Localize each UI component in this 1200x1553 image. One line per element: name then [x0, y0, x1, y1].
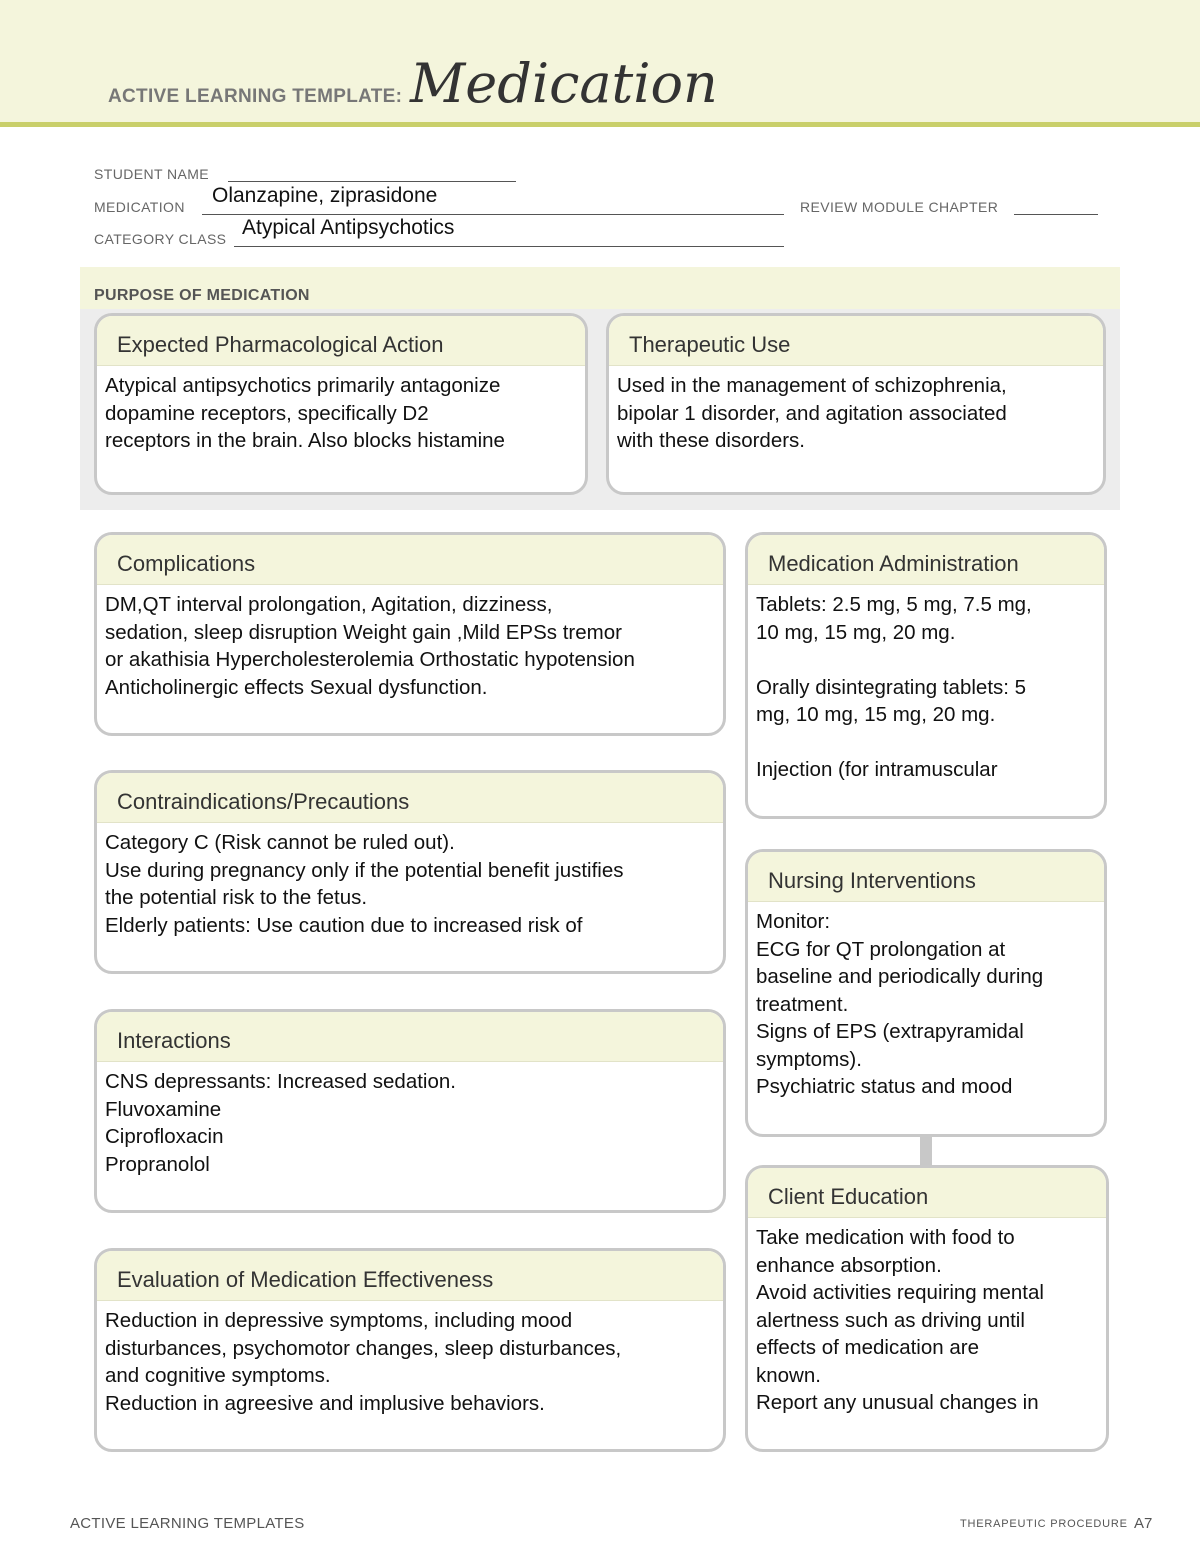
expected-action-text[interactable]: Atypical antipsychotics primarily antagonize dopamine receptors, specifically D2 receptors in the brain. Also blocks histamine [105, 374, 505, 452]
page-number: A7 [1134, 1515, 1153, 1532]
complications-title: Complications [97, 535, 723, 585]
therapeutic-use-box [606, 313, 1106, 495]
medication-line[interactable] [202, 214, 784, 215]
therapeutic-use-text[interactable]: Used in the management of schizophrenia, bipolar 1 disorder, and agitation associated with these disorders. [617, 374, 1007, 452]
header-divider [0, 122, 1200, 127]
connector-bar [920, 1135, 932, 1167]
client-education-box [745, 1165, 1109, 1452]
medication-value[interactable]: Olanzapine, ziprasidone [212, 184, 438, 207]
interactions-title: Interactions [97, 1012, 723, 1062]
administration-title: Medication Administration [748, 535, 1104, 585]
category-class-label: CATEGORY CLASS [94, 231, 227, 247]
review-module-label: REVIEW MODULE CHAPTER [800, 199, 999, 215]
expected-action-title: Expected Pharmacological Action [97, 316, 585, 366]
complications-box [94, 532, 726, 736]
nursing-interventions-box [745, 849, 1107, 1137]
interactions-text[interactable]: CNS depressants: Increased sedation. Fluvoxamine Ciprofloxacin Propranolol [105, 1070, 456, 1176]
student-name-label: STUDENT NAME [94, 166, 209, 182]
purpose-title: PURPOSE OF MEDICATION [94, 287, 310, 304]
contraindications-text[interactable]: Category C (Risk cannot be ruled out). Use during pregnancy only if the potential benefit justifies the potential risk to the fetus. Elderly patients: Use caution due to increased risk of [105, 831, 624, 937]
nursing-interventions-title: Nursing Interventions [748, 852, 1104, 902]
template-label: ACTIVE LEARNING TEMPLATE: [108, 86, 403, 107]
evaluation-text[interactable]: Reduction in depressive symptoms, including mood disturbances, psychomotor changes, sleep disturbances, and cognitive symptoms. Reduction in agreesive and implusive behaviors. [105, 1309, 622, 1415]
evaluation-box [94, 1248, 726, 1452]
student-name-line[interactable] [228, 181, 516, 182]
interactions-box [94, 1009, 726, 1213]
nursing-interventions-text[interactable]: Monitor: ECG for QT prolongation at baseline and periodically during treatment. Signs of EPS (extrapyramidal symptoms). Psychiatric status and mood [756, 910, 1044, 1098]
category-class-line[interactable] [234, 246, 784, 247]
administration-text[interactable]: Tablets: 2.5 mg, 5 mg, 7.5 mg, 10 mg, 15 mg, 20 mg. Orally disintegrating tablets: 5 mg, 10 mg, 15 mg, 20 mg. Injection (for intramuscular [756, 593, 1032, 781]
administration-box [745, 532, 1107, 819]
evaluation-title: Evaluation of Medication Effectiveness [97, 1251, 723, 1301]
contraindications-box [94, 770, 726, 974]
category-class-value[interactable]: Atypical Antipsychotics [242, 216, 455, 239]
client-education-text[interactable]: Take medication with food to enhance absorption. Avoid activities requiring mental alertness such as driving until effects of medication are known. Report any unusual changes in [756, 1226, 1044, 1414]
review-module-line[interactable] [1014, 214, 1098, 215]
page-title: Medication [410, 52, 718, 115]
client-education-title: Client Education [748, 1168, 1106, 1218]
therapeutic-use-title: Therapeutic Use [609, 316, 1103, 366]
expected-action-box [94, 313, 588, 495]
contraindications-title: Contraindications/Precautions [97, 773, 723, 823]
medication-label: MEDICATION [94, 199, 185, 215]
complications-text[interactable]: DM,QT interval prolongation, Agitation, dizziness, sedation, sleep disruption Weight gain ,Mild EPSs tremor or akathisia Hypercholesterolemia Orthostatic hypotension Anticholinergic effects Sexual dysfunction. [105, 593, 635, 699]
footer-left: ACTIVE LEARNING TEMPLATES [70, 1515, 305, 1532]
footer-right: THERAPEUTIC PROCEDURE [960, 1518, 1128, 1530]
